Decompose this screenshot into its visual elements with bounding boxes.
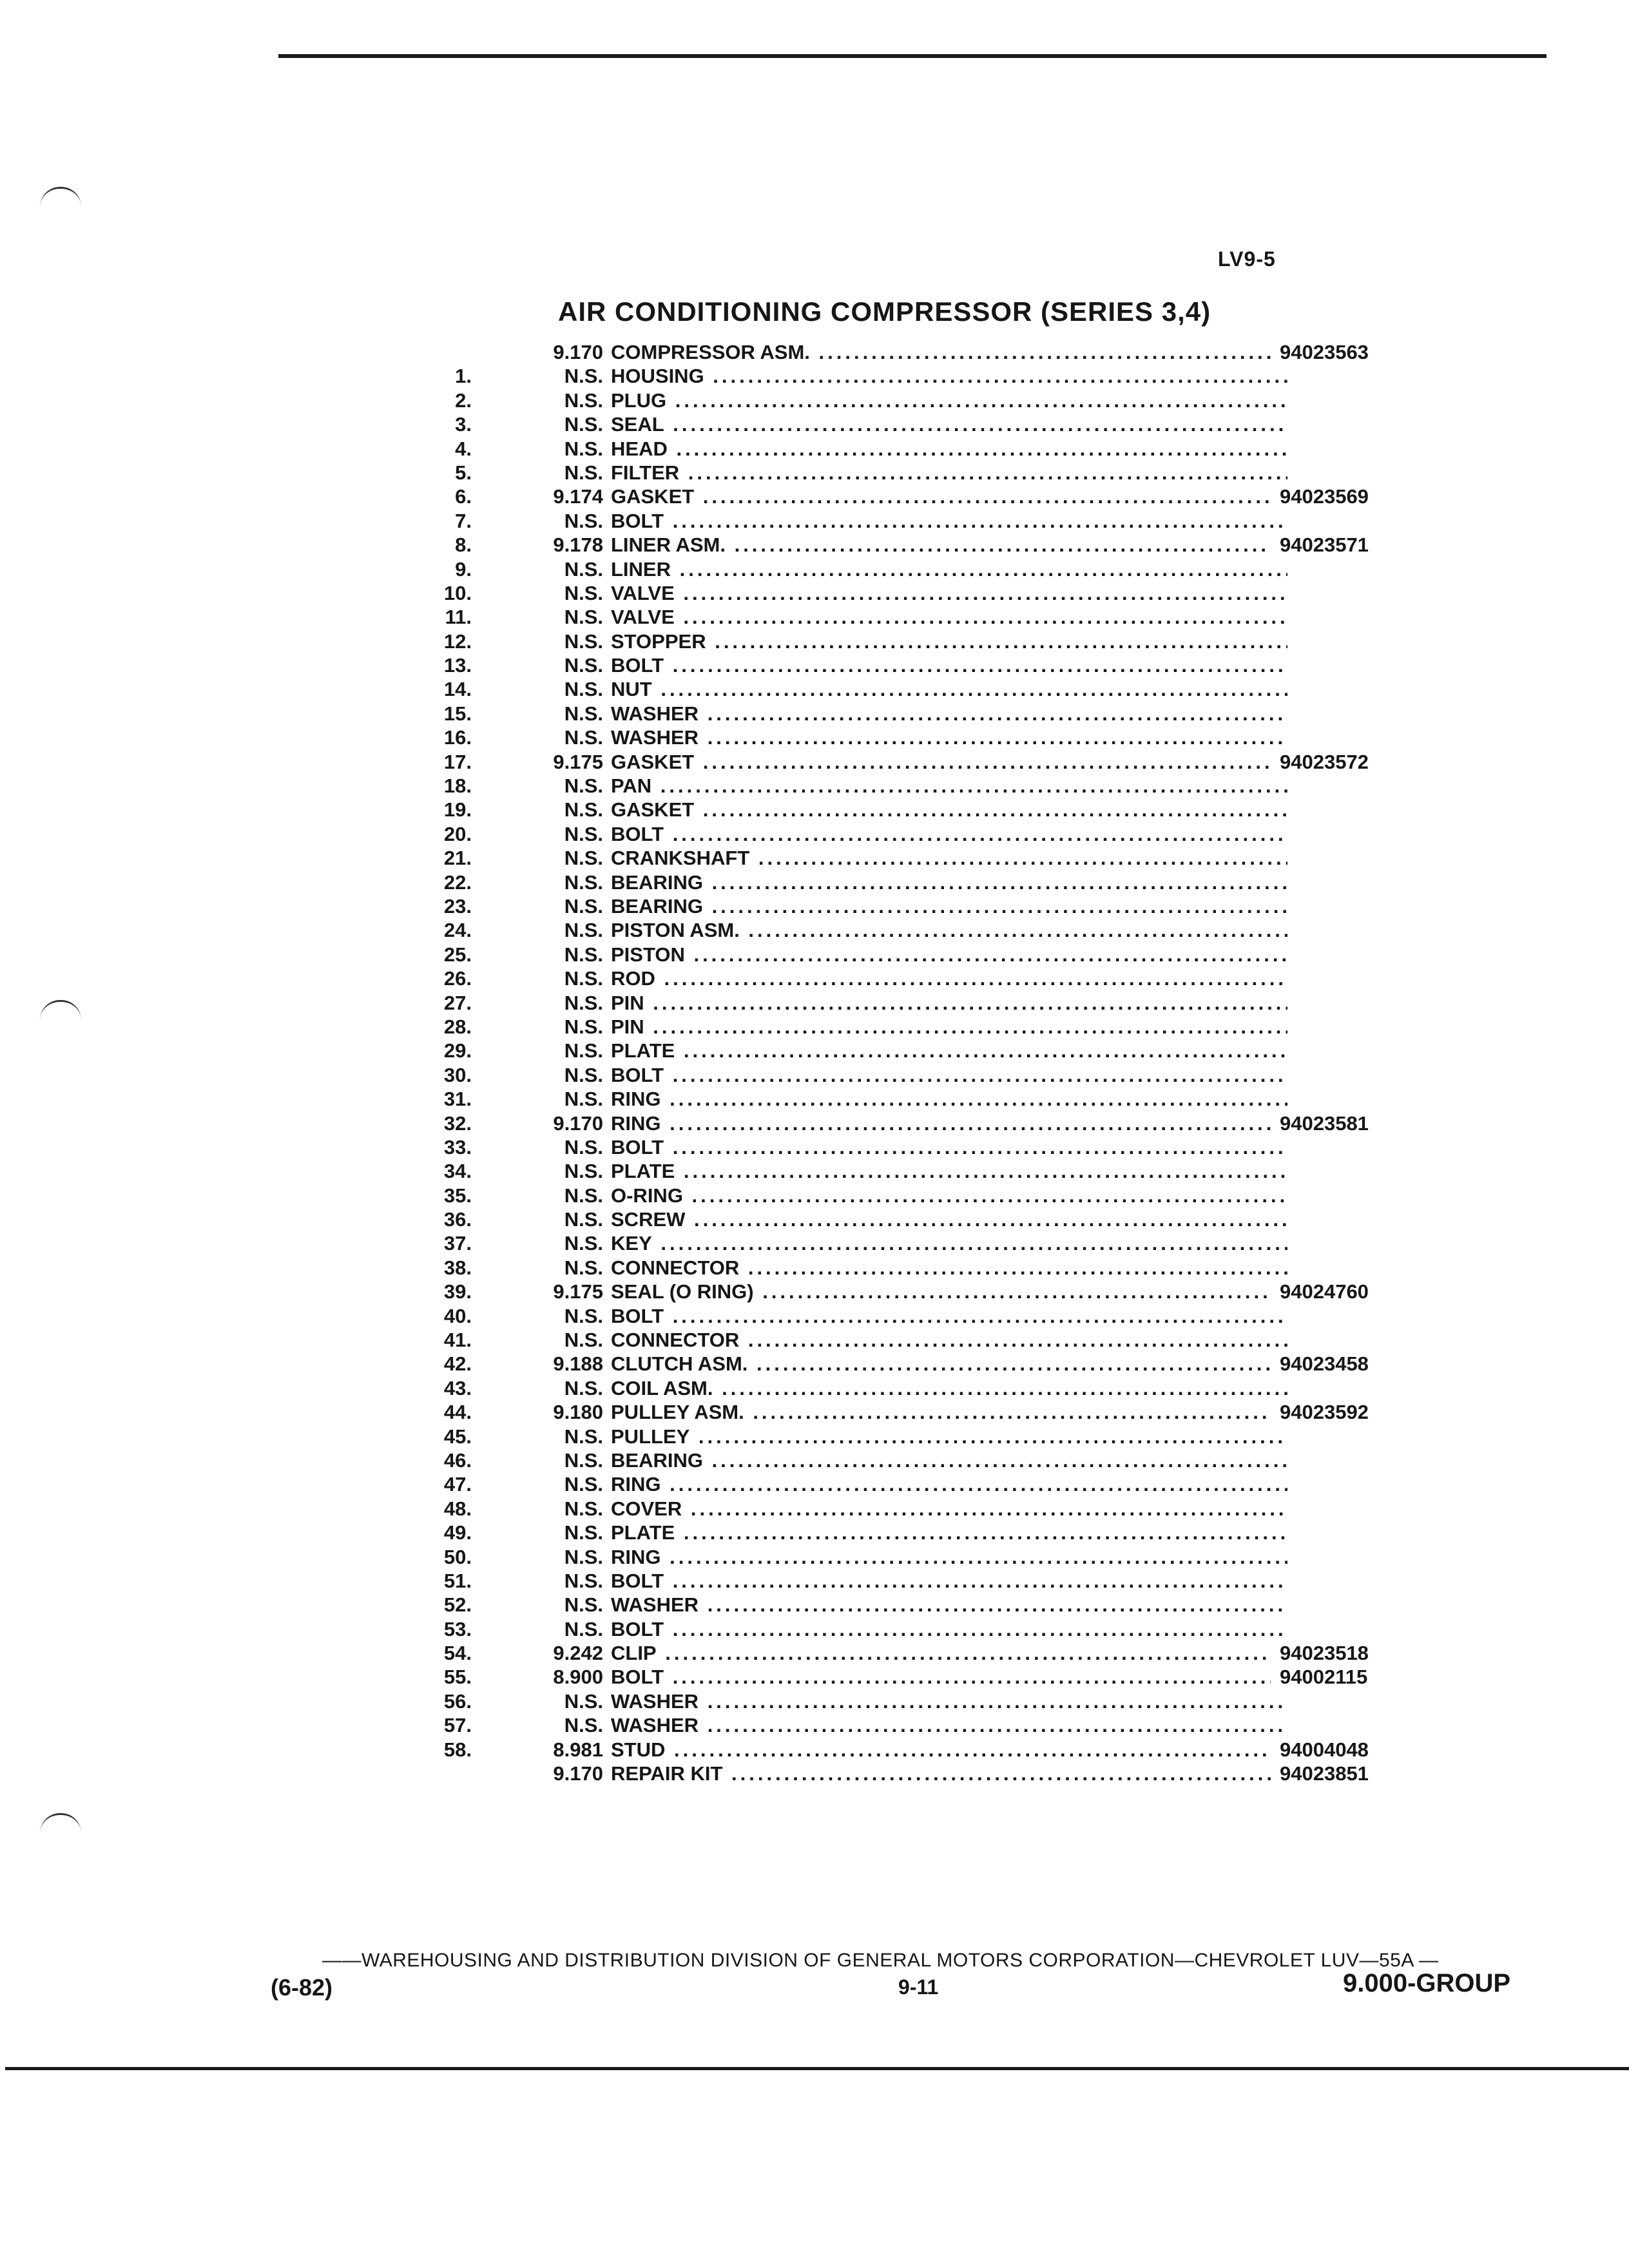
part-group-code: N.S.	[564, 1425, 603, 1448]
part-group-code: N.S.	[564, 606, 603, 629]
part-group-code: N.S.	[564, 894, 603, 918]
part-description: CONNECTOR .....	[611, 1256, 1287, 1280]
part-group-code: N.S.	[564, 1329, 603, 1352]
part-row	[412, 1231, 1418, 1255]
part-group-code: N.S.	[564, 581, 603, 604]
part-description: BOLT .....	[611, 1569, 1287, 1593]
part-group-code: N.S.	[564, 1714, 603, 1737]
part-row	[412, 485, 1418, 508]
part-description: WASHER .....	[611, 1713, 1287, 1737]
part-row	[412, 509, 1418, 533]
part-group-code: 9.175	[553, 750, 603, 773]
part-group-code: N.S.	[564, 1063, 603, 1086]
part-row	[412, 774, 1418, 798]
part-description: BOLT .....	[611, 1304, 1287, 1328]
part-ref-number: 47.	[443, 1473, 472, 1496]
part-row	[412, 798, 1418, 822]
part-row	[412, 557, 1418, 581]
part-row	[412, 750, 1418, 774]
part-row	[412, 1545, 1418, 1569]
part-group-code: N.S.	[564, 461, 603, 484]
part-row	[412, 389, 1418, 412]
part-ref-number: 56.	[443, 1689, 472, 1713]
part-group-code: N.S.	[564, 822, 603, 845]
page-code: LV9-5	[1218, 247, 1276, 271]
part-row	[412, 870, 1418, 894]
part-description: FILTER .....	[611, 461, 1287, 485]
part-ref-number: 29.	[443, 1039, 472, 1062]
part-row	[412, 340, 1418, 364]
part-ref-number: 4.	[455, 437, 472, 460]
part-description: COVER .....	[611, 1497, 1287, 1521]
part-group-code: N.S.	[564, 1448, 603, 1472]
part-group-code: N.S.	[564, 1039, 603, 1062]
part-group-code: N.S.	[564, 798, 603, 822]
part-row	[412, 1015, 1418, 1039]
part-group-code: N.S.	[564, 1232, 603, 1255]
part-description: NUT .....	[611, 677, 1287, 701]
part-row	[412, 1400, 1418, 1424]
part-group-code: 9.170	[553, 1111, 603, 1135]
part-row	[412, 1135, 1418, 1159]
part-description: PIN .....	[611, 1015, 1287, 1039]
part-row	[412, 1665, 1418, 1689]
part-row	[412, 1738, 1418, 1762]
part-ref-number: 42.	[443, 1352, 472, 1376]
part-number: 94024760	[1271, 1280, 1369, 1303]
part-ref-number: 36.	[443, 1208, 472, 1231]
part-row	[412, 726, 1418, 749]
part-number: 94023458	[1271, 1352, 1369, 1376]
part-row	[412, 364, 1418, 388]
part-row	[412, 1256, 1418, 1280]
part-description: RING .....	[611, 1111, 1287, 1135]
part-row	[412, 653, 1418, 677]
part-ref-number: 57.	[443, 1714, 472, 1737]
part-number: 94004048	[1271, 1738, 1369, 1762]
part-row	[412, 943, 1418, 966]
part-group-code: N.S.	[564, 870, 603, 894]
part-ref-number: 31.	[443, 1088, 472, 1111]
part-ref-number: 3.	[455, 413, 472, 436]
part-row	[412, 629, 1418, 653]
part-row	[412, 1304, 1418, 1328]
part-description: BOLT .....	[611, 509, 1287, 533]
part-ref-number: 23.	[443, 894, 472, 918]
part-group-code: N.S.	[564, 847, 603, 870]
part-number: 94023569	[1271, 485, 1369, 508]
part-row	[412, 1521, 1418, 1544]
part-description: BEARING .....	[611, 870, 1287, 894]
bottom-rule	[5, 2067, 1629, 2070]
part-description: PLATE .....	[611, 1521, 1287, 1544]
part-ref-number: 48.	[443, 1497, 472, 1520]
part-group-code: N.S.	[564, 365, 603, 388]
part-group-code: 9.188	[553, 1352, 603, 1376]
part-ref-number: 11.	[445, 606, 472, 629]
part-group-code: N.S.	[564, 678, 603, 701]
part-group-code: N.S.	[564, 654, 603, 677]
part-group-code: N.S.	[564, 557, 603, 581]
part-ref-number: 19.	[443, 798, 472, 822]
part-number: 94023572	[1271, 750, 1369, 774]
part-ref-number: 10.	[443, 581, 472, 604]
part-group-code: N.S.	[564, 1689, 603, 1713]
part-row	[412, 1617, 1418, 1641]
part-group-code: N.S.	[564, 1593, 603, 1617]
part-ref-number: 44.	[443, 1401, 472, 1424]
part-ref-number: 54.	[443, 1642, 472, 1665]
part-ref-number: 25.	[443, 943, 472, 966]
part-row	[412, 1641, 1418, 1665]
part-ref-number: 1.	[455, 365, 472, 388]
part-description: KEY .....	[611, 1231, 1287, 1255]
part-description: VALVE .....	[611, 605, 1287, 629]
part-row	[412, 1039, 1418, 1062]
part-number: 94023571	[1271, 533, 1369, 557]
part-description: SEAL .....	[611, 412, 1287, 436]
part-ref-number: 37.	[443, 1232, 472, 1255]
part-group-code: N.S.	[564, 1545, 603, 1568]
part-row	[412, 966, 1418, 990]
part-ref-number: 8.	[455, 533, 472, 557]
footer-group: 9.000-GROUP	[1343, 1969, 1511, 1997]
footer-date: (6-82)	[271, 1974, 333, 2001]
part-description: PISTON ASM. .....	[611, 918, 1287, 942]
part-ref-number: 40.	[443, 1304, 472, 1327]
part-row	[412, 1425, 1418, 1448]
part-ref-number: 35.	[443, 1184, 472, 1207]
part-row	[412, 437, 1418, 461]
part-ref-number: 52.	[443, 1593, 472, 1617]
parts-list	[412, 340, 1418, 1785]
part-description: BOLT .....	[611, 1063, 1287, 1087]
part-row	[412, 677, 1418, 701]
part-number: 94002115	[1271, 1665, 1367, 1689]
footer-page-number: 9-11	[898, 1975, 939, 1999]
part-row	[412, 533, 1418, 557]
part-row	[412, 1328, 1418, 1352]
part-description: PLUG .....	[611, 389, 1287, 412]
part-group-code: N.S.	[564, 413, 603, 436]
part-number: 94023518	[1271, 1641, 1369, 1665]
part-description: BOLT .....	[611, 822, 1287, 846]
part-ref-number: 58.	[443, 1738, 472, 1761]
part-ref-number: 33.	[443, 1135, 472, 1158]
part-ref-number: 24.	[443, 919, 472, 942]
part-ref-number: 43.	[443, 1376, 472, 1399]
part-row	[412, 991, 1418, 1015]
part-group-code: N.S.	[564, 1256, 603, 1279]
part-group-code: 9.174	[553, 485, 603, 508]
part-row	[412, 605, 1418, 629]
part-ref-number: 6.	[455, 485, 472, 508]
part-ref-number: 20.	[443, 822, 472, 845]
part-group-code: 8.981	[553, 1738, 603, 1761]
part-group-code: N.S.	[564, 1376, 603, 1399]
part-group-code: 9.178	[553, 533, 603, 557]
part-ref-number: 18.	[443, 774, 472, 798]
part-description: PAN .....	[611, 774, 1287, 798]
part-group-code: N.S.	[564, 629, 603, 653]
part-ref-number: 39.	[443, 1280, 472, 1303]
part-description: O-RING .....	[611, 1184, 1287, 1207]
part-row	[412, 1063, 1418, 1087]
part-group-code: N.S.	[564, 1015, 603, 1038]
part-description: GASKET .....	[611, 485, 1287, 508]
part-ref-number: 49.	[443, 1521, 472, 1544]
part-row	[412, 894, 1418, 918]
part-group-code: 9.180	[553, 1401, 603, 1424]
part-row	[412, 1448, 1418, 1472]
part-description: PULLEY ASM. .....	[611, 1400, 1287, 1424]
part-number: 94023851	[1271, 1762, 1369, 1785]
binder-hole-mark	[40, 187, 81, 207]
part-description: PISTON .....	[611, 943, 1287, 966]
part-group-code: N.S.	[564, 389, 603, 412]
part-row	[412, 581, 1418, 605]
part-number: 94023592	[1271, 1400, 1369, 1424]
part-description: WASHER .....	[611, 702, 1287, 726]
part-group-code: N.S.	[564, 967, 603, 990]
part-group-code: N.S.	[564, 1569, 603, 1592]
part-description: SCREW .....	[611, 1207, 1287, 1231]
part-row	[412, 822, 1418, 846]
part-row	[412, 412, 1418, 436]
part-row	[412, 1376, 1418, 1400]
part-group-code: 9.170	[553, 1762, 603, 1785]
part-ref-number: 28.	[443, 1015, 472, 1038]
part-description: RING .....	[611, 1545, 1287, 1569]
part-description: CRANKSHAFT .....	[611, 846, 1287, 870]
part-ref-number: 9.	[455, 557, 472, 581]
part-description: REPAIR KIT .....	[611, 1762, 1287, 1785]
part-group-code: N.S.	[564, 1184, 603, 1207]
part-group-code: N.S.	[564, 1521, 603, 1544]
part-description: WASHER .....	[611, 726, 1287, 749]
part-group-code: N.S.	[564, 509, 603, 532]
part-description: ROD .....	[611, 966, 1287, 990]
part-row	[412, 1689, 1418, 1713]
part-ref-number: 45.	[443, 1425, 472, 1448]
part-description: HEAD .....	[611, 437, 1287, 461]
part-description: BOLT .....	[611, 1135, 1287, 1159]
part-group-code: N.S.	[564, 1135, 603, 1158]
part-row	[412, 1087, 1418, 1111]
part-group-code: N.S.	[564, 1304, 603, 1327]
part-description: BEARING .....	[611, 1448, 1287, 1472]
part-ref-number: 16.	[443, 726, 472, 749]
part-row	[412, 1352, 1418, 1376]
part-ref-number: 17.	[443, 750, 472, 773]
part-ref-number: 32.	[443, 1111, 472, 1135]
part-group-code: N.S.	[564, 943, 603, 966]
part-description: STUD .....	[611, 1738, 1287, 1762]
part-ref-number: 2.	[455, 389, 472, 412]
part-description: VALVE .....	[611, 581, 1287, 605]
part-description: PLATE .....	[611, 1039, 1287, 1062]
part-ref-number: 53.	[443, 1617, 472, 1640]
part-group-code: 8.900	[553, 1666, 603, 1689]
part-description: PULLEY .....	[611, 1425, 1287, 1448]
part-group-code: N.S.	[564, 437, 603, 460]
part-group-code: N.S.	[564, 1617, 603, 1640]
part-group-code: 9.175	[553, 1280, 603, 1303]
part-group-code: N.S.	[564, 991, 603, 1014]
part-number: 94023563	[1271, 340, 1369, 364]
part-description: LINER .....	[611, 557, 1287, 581]
part-ref-number: 30.	[443, 1063, 472, 1086]
part-description: CONNECTOR .....	[611, 1328, 1287, 1352]
part-row	[412, 1280, 1418, 1303]
part-description: BOLT .....	[611, 653, 1287, 677]
binder-hole-mark	[40, 1813, 81, 1833]
part-description: BEARING .....	[611, 894, 1287, 918]
part-group-code: N.S.	[564, 1160, 603, 1183]
part-ref-number: 21.	[443, 847, 472, 870]
part-group-code: N.S.	[564, 919, 603, 942]
part-ref-number: 22.	[443, 870, 472, 894]
part-description: HOUSING .....	[611, 364, 1287, 388]
part-description: BOLT .....	[611, 1665, 1287, 1689]
part-row	[412, 918, 1418, 942]
part-row	[412, 1111, 1418, 1135]
part-row	[412, 1207, 1418, 1231]
part-ref-number: 55.	[443, 1666, 472, 1689]
part-ref-number: 34.	[443, 1160, 472, 1183]
part-group-code: N.S.	[564, 774, 603, 798]
part-group-code: 9.242	[553, 1642, 603, 1665]
part-group-code: N.S.	[564, 1208, 603, 1231]
part-row	[412, 1569, 1418, 1593]
part-row	[412, 846, 1418, 870]
part-description: LINER ASM. .....	[611, 533, 1287, 557]
part-description: RING .....	[611, 1472, 1287, 1496]
part-ref-number: 7.	[455, 509, 472, 532]
part-description: COMPRESSOR ASM. .....	[611, 340, 1287, 364]
part-description: PIN .....	[611, 991, 1287, 1015]
part-ref-number: 38.	[443, 1256, 472, 1279]
part-description: CLUTCH ASM. .....	[611, 1352, 1287, 1376]
part-group-code: N.S.	[564, 702, 603, 725]
part-group-code: N.S.	[564, 726, 603, 749]
part-description: WASHER .....	[611, 1593, 1287, 1617]
part-number: 94023581	[1271, 1111, 1369, 1135]
part-ref-number: 5.	[455, 461, 472, 484]
part-description: CLIP .....	[611, 1641, 1287, 1665]
part-description: STOPPER .....	[611, 629, 1287, 653]
part-group-code: N.S.	[564, 1497, 603, 1520]
part-group-code: N.S.	[564, 1088, 603, 1111]
part-ref-number: 12.	[443, 629, 472, 653]
part-group-code: N.S.	[564, 1473, 603, 1496]
binder-hole-mark	[40, 1000, 81, 1020]
part-ref-number: 27.	[443, 991, 472, 1014]
part-row	[412, 1593, 1418, 1617]
part-row	[412, 1762, 1418, 1785]
part-ref-number: 14.	[443, 678, 472, 701]
part-row	[412, 702, 1418, 726]
part-ref-number: 51.	[443, 1569, 472, 1592]
part-ref-number: 26.	[443, 967, 472, 990]
part-description: SEAL (O RING) .....	[611, 1280, 1287, 1303]
part-description: GASKET .....	[611, 750, 1287, 774]
footer-publisher-line: ——WAREHOUSING AND DISTRIBUTION DIVISION OF GENERAL MOTORS CORPORATION—CHEVROLET LUV—55A —	[322, 1950, 1439, 1971]
part-row	[412, 1159, 1418, 1183]
part-ref-number: 41.	[443, 1329, 472, 1352]
part-ref-number: 50.	[443, 1545, 472, 1568]
part-ref-number: 13.	[443, 654, 472, 677]
page-title: AIR CONDITIONING COMPRESSOR (SERIES 3,4)	[558, 296, 1211, 327]
part-description: PLATE .....	[611, 1159, 1287, 1183]
part-group-code: 9.170	[553, 341, 603, 363]
part-ref-number: 46.	[443, 1448, 472, 1472]
part-row	[412, 1497, 1418, 1521]
part-row	[412, 461, 1418, 485]
part-description: BOLT .....	[611, 1617, 1287, 1641]
part-row	[412, 1472, 1418, 1496]
part-ref-number: 15.	[443, 702, 472, 725]
part-description: RING .....	[611, 1087, 1287, 1111]
part-description: WASHER .....	[611, 1689, 1287, 1713]
part-row	[412, 1713, 1418, 1737]
top-rule	[278, 54, 1547, 58]
part-row	[412, 1184, 1418, 1207]
part-description: GASKET .....	[611, 798, 1287, 822]
part-description: COIL ASM. .....	[611, 1376, 1287, 1400]
